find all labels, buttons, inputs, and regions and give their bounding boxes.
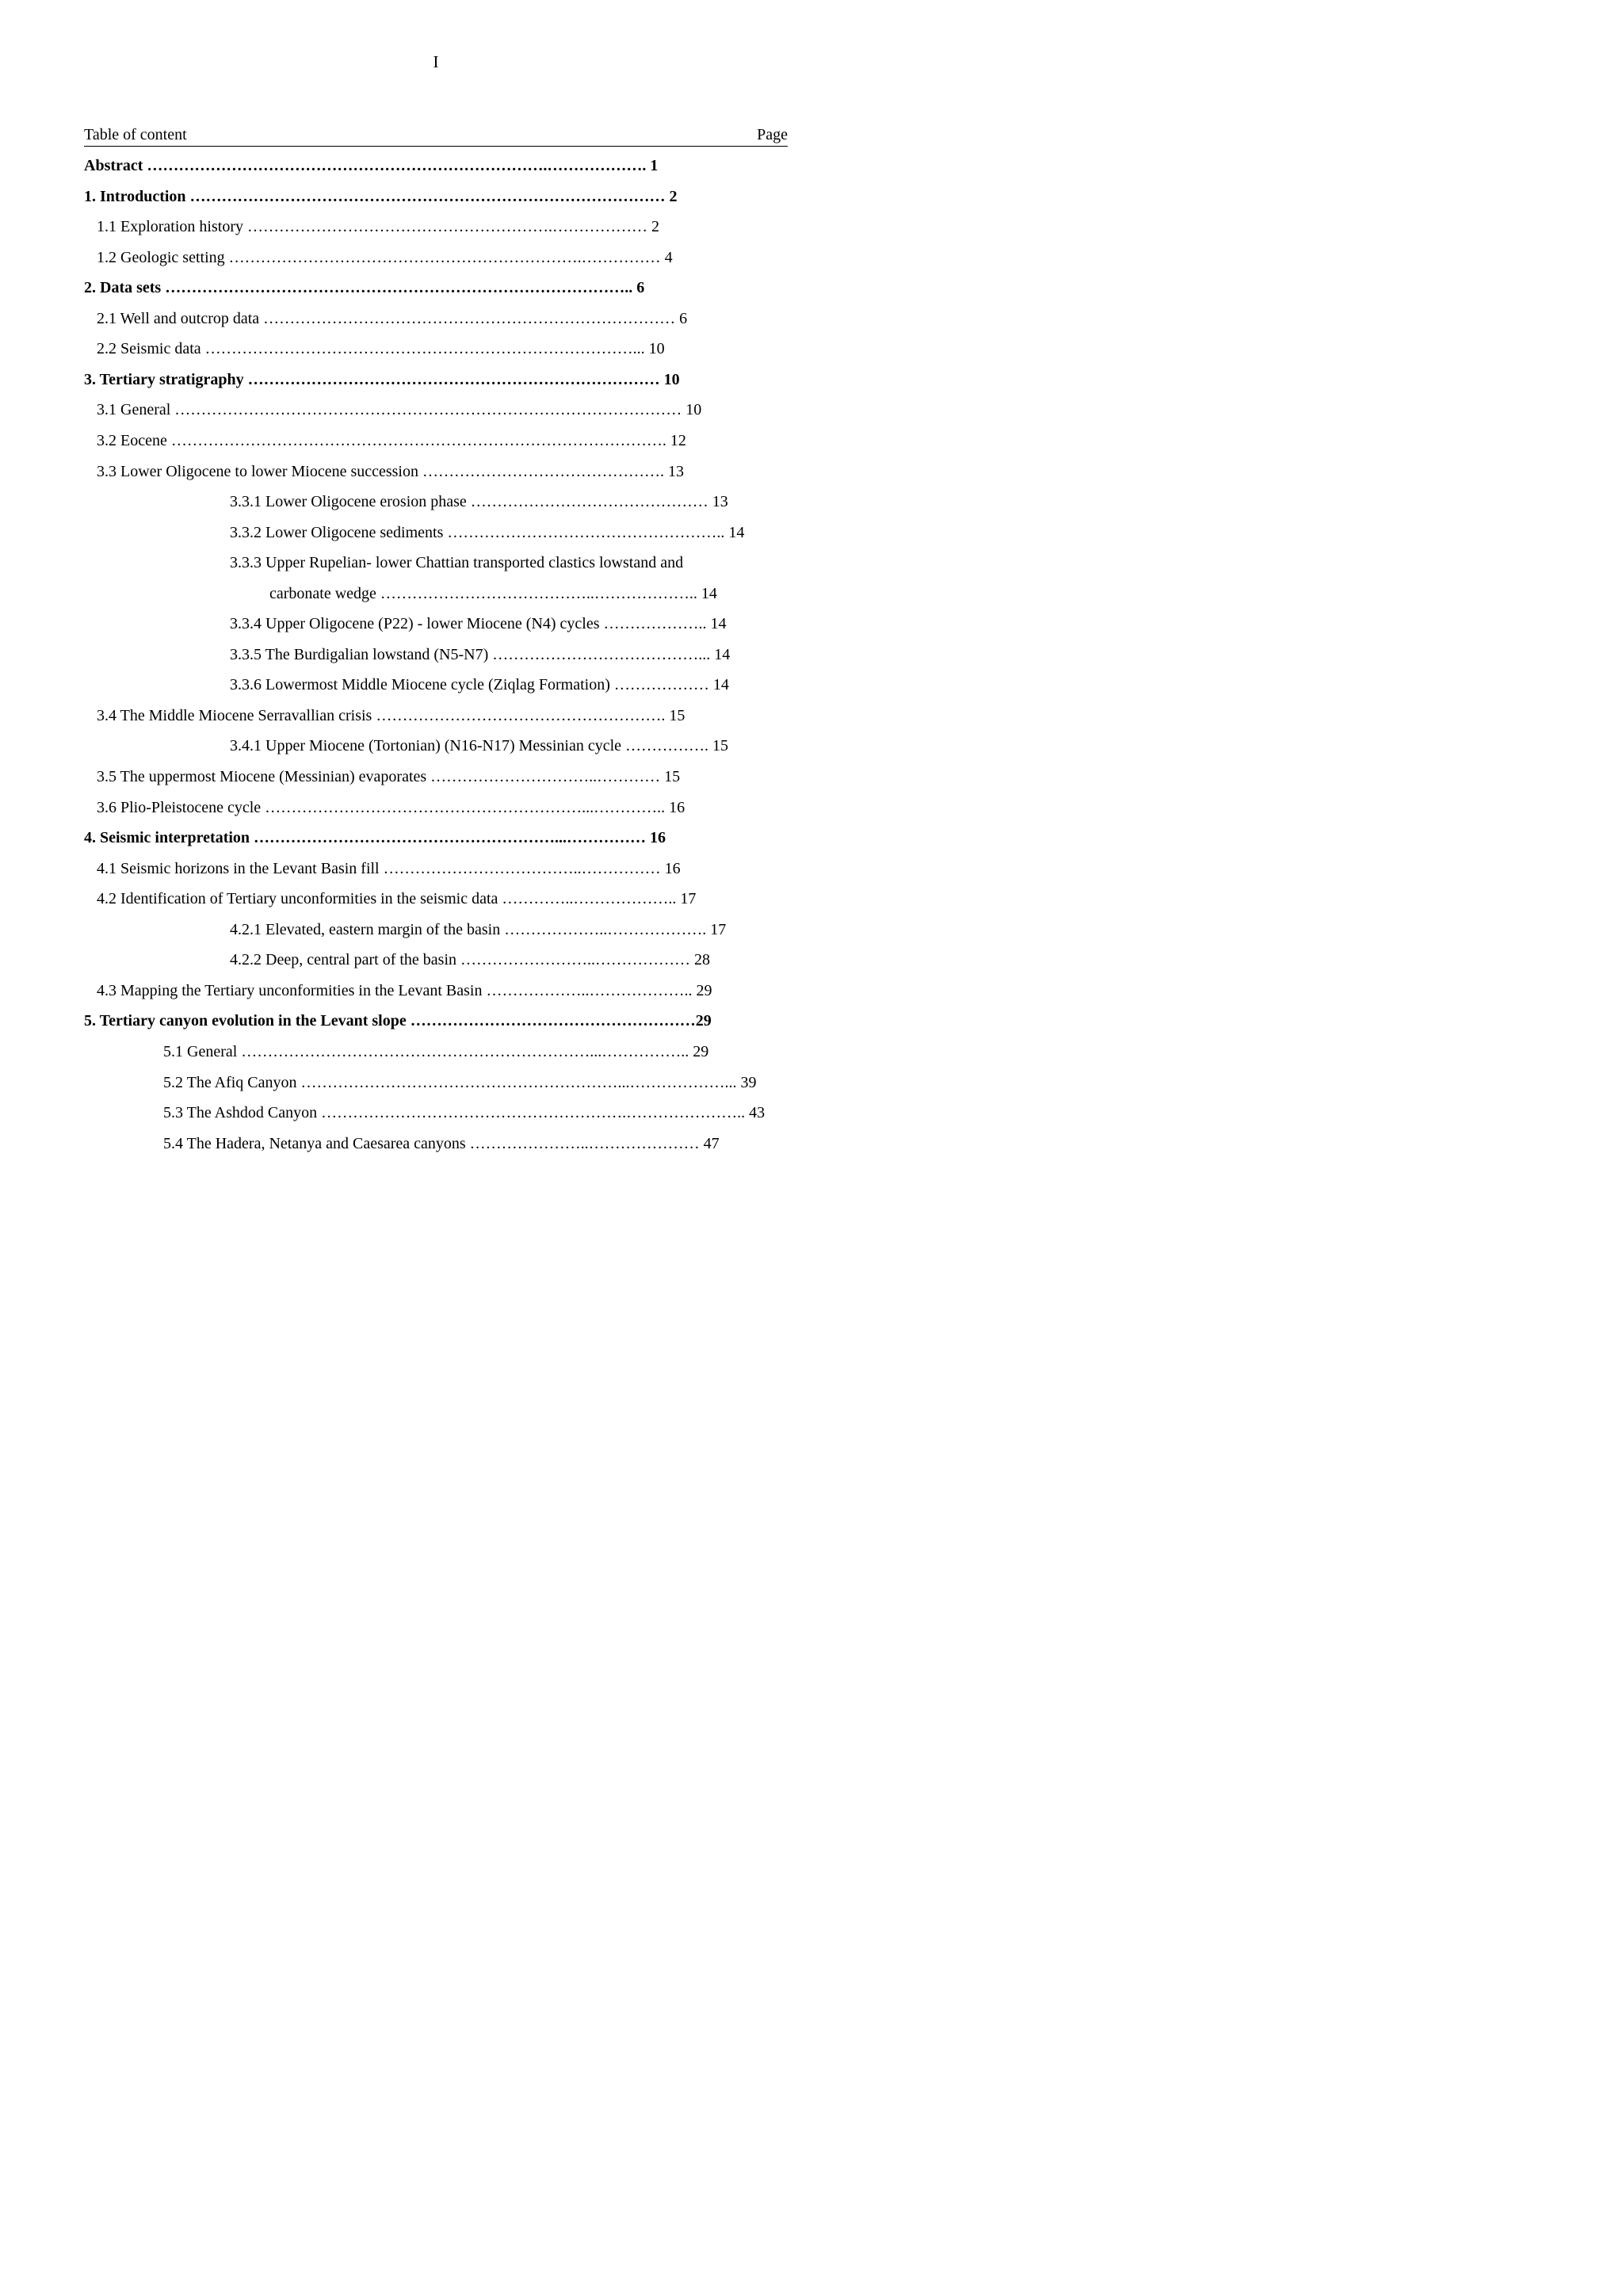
- toc-section-entry: 3.5 The uppermost Miocene (Messinian) evaporates …………………………..………… 15: [97, 768, 681, 785]
- toc-chapter-entry: 5. Tertiary canyon evolution in the Levant slope ………………………………………………29: [84, 1012, 712, 1030]
- toc-section-entry: 1.1 Exploration history ………………………………………………….……………… 2: [97, 218, 659, 236]
- toc-section-entry: 3.2 Eocene …………………………………………………………………………………. 12: [97, 431, 686, 449]
- toc-chapter-entry: Abstract ………………………………………………………………….………………. 1: [84, 157, 659, 174]
- toc-section-entry: 3.6 Plio-Pleistocene cycle ……………………………………………………...………….. 16: [97, 798, 685, 816]
- toc-section-entry: 2.1 Well and outcrop data …………………………………………………………………… 6: [97, 309, 688, 327]
- toc-section-entry: 3.3.2 Lower Oligocene sediments …………………………………………….. 14: [230, 523, 745, 541]
- toc-header: [84, 126, 788, 147]
- toc-title: Table of content: [84, 126, 187, 143]
- toc-chapter-entry: 2. Data sets …………………………………………………………………………….. 6: [84, 279, 645, 297]
- toc-section-entry: 3.3.4 Upper Oligocene (P22) - lower Miocene (N4) cycles ……………….. 14: [230, 615, 727, 633]
- toc-section-entry: 3.3.1 Lower Oligocene erosion phase ……………………………………… 13: [230, 493, 728, 511]
- toc-section-entry: 4.1 Seismic horizons in the Levant Basin fill ………………………………..…………… 16: [97, 859, 681, 877]
- toc-section-entry: 5.4 The Hadera, Netanya and Caesarea canyons …………………..………………… 47: [163, 1134, 720, 1152]
- toc-section-entry: carbonate wedge …………………………………..……………….. 14: [269, 584, 717, 602]
- toc-section-entry: 4.3 Mapping the Tertiary unconformities in the Levant Basin ………………..……………….. 29: [97, 981, 712, 999]
- toc-page-label: Page: [757, 126, 788, 143]
- toc-section-entry: 5.1 General …………………………………………………………...…………….. 29: [163, 1042, 709, 1060]
- toc-section-entry: 3.3 Lower Oligocene to lower Miocene succession ………………………………………. 13: [97, 462, 684, 480]
- toc-section-entry: 4.2.1 Elevated, eastern margin of the basin ………………..………………. 17: [230, 920, 727, 938]
- toc-section-entry: 3.3.3 Upper Rupelian- lower Chattian transported clastics lowstand and: [230, 554, 684, 572]
- toc-section-entry: 4.2.2 Deep, central part of the basin ……………………..……………… 28: [230, 951, 711, 969]
- toc-section-entry: 1.2 Geologic setting ………………………………………………………….…………… 4: [97, 248, 673, 266]
- toc-section-entry: 3.1 General …………………………………………………………………………………… 10: [97, 401, 702, 419]
- toc-section-entry: 2.2 Seismic data ………………………………………………………………………... 10: [97, 340, 665, 358]
- toc-section-entry: 5.3 The Ashdod Canyon ………………………………………………….………………….. 43: [163, 1104, 766, 1122]
- toc-section-entry: 3.3.5 The Burdigalian lowstand (N5-N7) …………………………………... 14: [230, 645, 731, 663]
- toc-section-entry: 3.4.1 Upper Miocene (Tortonian) (N16-N17) Messinian cycle ……………. 15: [230, 737, 729, 755]
- toc-section-entry: 5.2 The Afiq Canyon ……………………………………………………...………………... 39: [163, 1073, 757, 1091]
- toc-section-entry: 4.2 Identification of Tertiary unconformities in the seismic data …………..……………….. 17: [97, 890, 697, 908]
- page-number: I: [433, 52, 439, 71]
- toc-section-entry: 3.3.6 Lowermost Middle Miocene cycle (Ziqlag Formation) ……………… 14: [230, 676, 729, 694]
- toc-chapter-entry: 3. Tertiary stratigraphy …………………………………………………………………… 10: [84, 370, 680, 388]
- toc-section-entry: 3.4 The Middle Miocene Serravallian crisis ………………………………………………. 15: [97, 706, 685, 724]
- toc-chapter-entry: 4. Seismic interpretation …………………………………………………...…………… 16: [84, 829, 666, 847]
- toc-chapter-entry: 1. Introduction ……………………………………………………………………………… 2: [84, 187, 678, 205]
